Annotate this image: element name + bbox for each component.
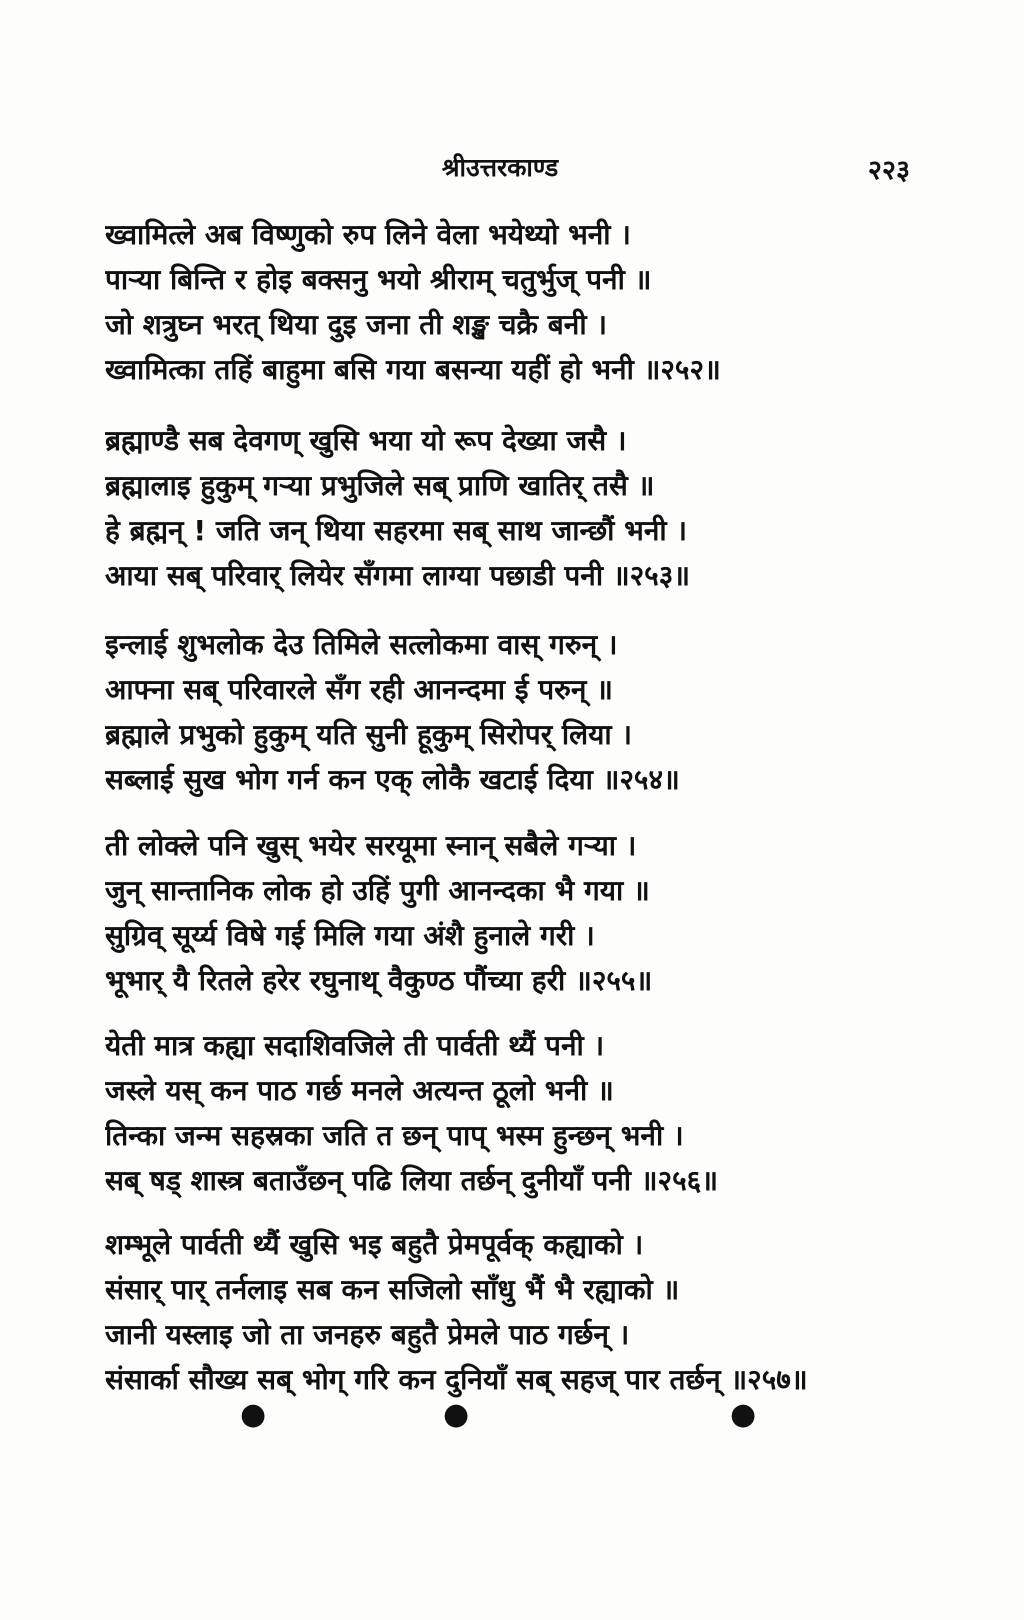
- verse-stanza-255: [105, 823, 895, 1003]
- verse-line: ब्रह्मालाइ हुकुम् गऱ्या प्रभुजिले सब् प्राणि खातिर् तसै ॥: [105, 469, 655, 502]
- running-header: [100, 150, 910, 190]
- verse-stanza-253: [105, 418, 895, 598]
- verse-line: सब् षड् शास्त्र बताउँछन् पढि लिया तर्छन् दुनीयाँ पनी ॥२५६॥: [105, 1164, 719, 1197]
- verse-line: ख्वामित्का तहिं बाहुमा बसि गया बसन्या यहीं हो भनी ॥२५२॥: [105, 353, 721, 386]
- verse-line: आफ्ना सब् परिवारले सँग रही आनन्दमा ई परुन् ॥: [105, 673, 613, 706]
- verse-line: हे ब्रह्मन् ! जति जन् थिया सहरमा सब् साथ जान्छौं भनी ।: [105, 514, 688, 547]
- verse-line: जो शत्रुघ्न भरत् थिया दुइ जना ती शङ्ख चक्रै बनी ।: [105, 308, 607, 341]
- verse-line: येती मात्र कह्या सदाशिवजिले ती पार्वती थ्यैं पनी ।: [105, 1029, 605, 1062]
- verse-line: सुग्रिव् सूर्य्य विषे गई मिलि गया अंशै हुनाले गरी ।: [105, 919, 595, 952]
- verse-line: इन्लाई शुभलोक देउ तिमिले सत्लोकमा वास् गरुन् ।: [105, 628, 618, 661]
- verse-stanza-257: [105, 1222, 895, 1402]
- verse-line: संसार् पार् तर्नलाइ सब कन सजिलो साँधु भैं भै रह्याको ॥: [105, 1273, 680, 1306]
- verse-line: जानी यस्लाइ जो ता जनहरु बहुतै प्रेमले पाठ गर्छन् ।: [105, 1318, 630, 1351]
- section-end-ornament: [0, 1397, 1024, 1432]
- end-dot: ●: [240, 1397, 267, 1432]
- verse-stanza-256: [105, 1023, 895, 1203]
- verse-stanza-252: [105, 212, 895, 392]
- verse-line: संसार्का सौख्य सब् भोग् गरि कन दुनियाँ सब् सहज् पार तर्छन् ॥२५७॥: [105, 1363, 808, 1396]
- verse-stanza-254: [105, 622, 895, 802]
- verse-line: पाऱ्या बिन्ति र होइ बक्सनु भयो श्रीराम् चतुर्भुज् पनी ॥: [105, 263, 652, 296]
- verse-line: ब्रह्माण्डै सब देवगण् खुसि भया यो रूप देख्या जसै ।: [105, 424, 627, 457]
- verse-line: ती लोक्ले पनि खुस् भयेर सरयूमा स्नान् सबैले गऱ्या ।: [105, 829, 637, 862]
- verse-line: ब्रह्माले प्रभुको हुकुम् यति सुनी हूकुम् सिरोपर् लिया ।: [105, 718, 632, 751]
- end-dot: ●: [443, 1397, 470, 1432]
- verse-line: ख्वामित्ले अब विष्णुको रुप लिने वेला भयेथ्यो भनी ।: [105, 218, 631, 251]
- verse-line: आया सब् परिवार् लियेर सँगमा लाग्या पछाडी पनी ॥२५३॥: [105, 559, 691, 592]
- verse-line: सब्लाई सुख भोग गर्न कन एक् लोकै खटाई दिया ॥२५४॥: [105, 763, 680, 796]
- page-number: २२३: [867, 155, 910, 186]
- verse-line: भूभार् यै रितले हरेर रघुनाथ् वैकुण्ठ पौंच्या हरी ॥२५५॥: [105, 964, 653, 997]
- end-dot: ●: [730, 1397, 757, 1432]
- verse-line: जुन् सान्तानिक लोक हो उहिं पुगी आनन्दका भै गया ॥: [105, 874, 650, 907]
- page-title: श्रीउत्तरकाण्ड: [441, 153, 559, 182]
- verse-line: जस्ले यस् कन पाठ गर्छ मनले अत्यन्त ठूलो भनी ॥: [105, 1074, 614, 1107]
- verse-line: तिन्का जन्म सहस्रका जति त छन् पाप् भस्म हुन्छन् भनी ।: [105, 1119, 684, 1152]
- verse-line: शम्भूले पार्वती थ्यैं खुसि भइ बहुतै प्रेमपूर्वक् कह्याको ।: [105, 1228, 644, 1261]
